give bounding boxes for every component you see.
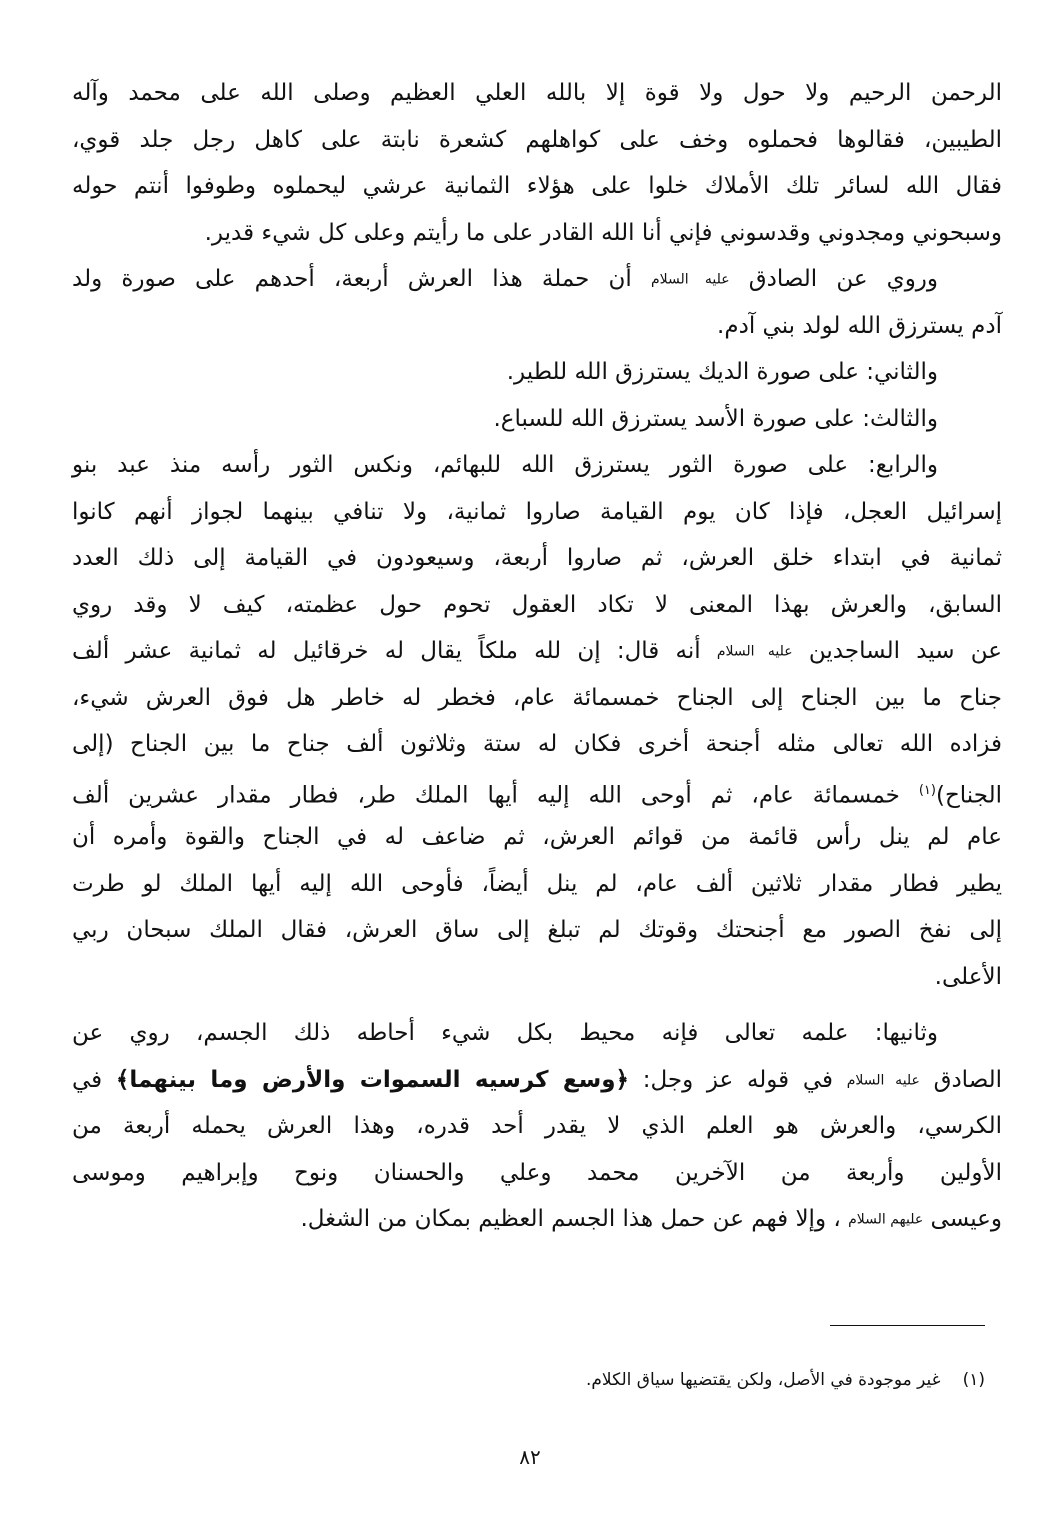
text-line: فزاده الله تعالى مثله أجنحة أخرى فكان له ستة وثلاثون ألف جناح ما بين الجناح (إلى — [72, 731, 1002, 757]
text-line: فقال الله لسائر تلك الأملاك خلوا على هؤلاء الثمانية عرشي ليحملوه وطوفوا أنتم حوله — [72, 173, 1002, 199]
text-line: الكرسي، والعرش هو العلم الذي لا يقدر أحد قدره، وهذا العرش يحمله أربعة من — [72, 1113, 1002, 1139]
text-line — [72, 628, 1002, 675]
text-line — [72, 256, 1002, 303]
text-line: والثالث: على صورة الأسد يسترزق الله للسباع. — [493, 405, 938, 432]
text-line: إلى نفخ الصور مع أجنحتك وقوتك لم تبلغ إلى ساق العرش، فقال الملك سبحان ربي — [72, 917, 1002, 943]
text: ، وإلا فهم عن حمل هذا الجسم العظيم بمكان من الشغل. — [300, 1206, 841, 1232]
text: وروي عن الصادق — [748, 266, 939, 292]
text: وعيسى — [930, 1206, 1002, 1232]
honorific: عليهم السلام — [848, 1211, 924, 1228]
document-body — [72, 70, 1002, 1243]
text-line: الأولين وأربعة من الآخرين محمد وعلي والحسنان ونوح وإبراهيم وموسى — [72, 1159, 1002, 1186]
text-line: ثمانية في ابتداء خلق العرش، ثم صاروا أربعة، وسيعودون في القيامة إلى ذلك العدد — [72, 545, 1002, 571]
text-line: الأعلى. — [934, 963, 1002, 990]
text: أن حملة هذا العرش أربعة، أحدهم على صورة ولد — [72, 266, 632, 292]
text: خمسمائة عام، ثم أوحى الله إليه أيها الملك طر، فطار مقدار عشرين ألف — [72, 782, 900, 809]
text-line: السابق، والعرش بهذا المعنى لا تكاد العقول تحوم حول عظمته، كيف لا وقد روي — [72, 591, 1002, 618]
text-line: آدم يسترزق الله لولد بني آدم. — [717, 312, 1002, 339]
text-line: يطير فطار مقدار ثلاثين ألف عام، لم ينل أيضاً، فأوحى الله إليه أيها الملك لو طرت — [72, 870, 1002, 897]
text: في — [72, 1066, 103, 1093]
text-line: وثانيها: علمه تعالى فإنه محيط بكل شيء أحاطه ذلك الجسم، روي عن — [72, 1020, 938, 1046]
text: أنه قال: إن لله ملكاً يقال له خرقائيل له ثمانية عشر ألف — [72, 638, 701, 664]
text: في قوله عز وجل: — [642, 1066, 834, 1093]
text-line — [72, 1196, 1002, 1243]
text: عن سيد الساجدين — [808, 638, 1002, 664]
footnote-marker: (١) — [918, 782, 936, 798]
text-line: الطيبين، فقالوها فحملوه وخف على كواهلهم كشعرة نابتة على كاهل رجل جلد قوي، — [72, 126, 1002, 153]
page-number: ٨٢ — [519, 1445, 541, 1469]
footnote-separator — [830, 1325, 985, 1326]
text-line: جناح ما بين الجناح إلى الجناح خمسمائة عام، فخطر له خاطر هل فوق العرش شيء، — [72, 684, 1002, 711]
text-line — [72, 1057, 1002, 1104]
footnote-text: غير موجودة في الأصل، ولكن يقتضيها سياق الكلام. — [586, 1370, 941, 1390]
text-line: والثاني: على صورة الديك يسترزق الله للطير. — [506, 359, 938, 385]
text: الصادق — [933, 1066, 1003, 1093]
text-line: الرحمن الرحيم ولا حول ولا قوة إلا بالله العلي العظيم وصلى الله على محمد وآله — [72, 80, 1002, 106]
quran-quote: ﴿وسع كرسيه السموات والأرض وما بينهما﴾ — [115, 1066, 630, 1093]
text-line — [72, 768, 1002, 815]
text-line: عام لم ينل رأس قائمة من قوائم العرش، ثم ضاعف له في الجناح والقوة وأمره أن — [72, 824, 1002, 850]
text-line: والرابع: على صورة الثور يسترزق الله للبهائم، ونكس الثور رأسه منذ عبد بنو — [72, 452, 938, 478]
honorific: عليه السلام — [846, 1071, 920, 1088]
honorific: عليه السلام — [650, 271, 730, 288]
footnote-number: (١) — [962, 1370, 985, 1390]
honorific: عليه السلام — [716, 643, 793, 660]
text-line: وسبحوني ومجدوني وقدسوني فإني أنا الله القادر على ما رأيتم وعلى كل شيء قدير. — [204, 219, 1002, 246]
text-line: إسرائيل العجل، فإذا كان يوم القيامة صاروا ثمانية، ولا تنافي بينهما لجواز أنهم كانوا — [72, 498, 1002, 525]
footnote — [586, 1370, 985, 1390]
text: الجناح) — [935, 782, 1002, 809]
